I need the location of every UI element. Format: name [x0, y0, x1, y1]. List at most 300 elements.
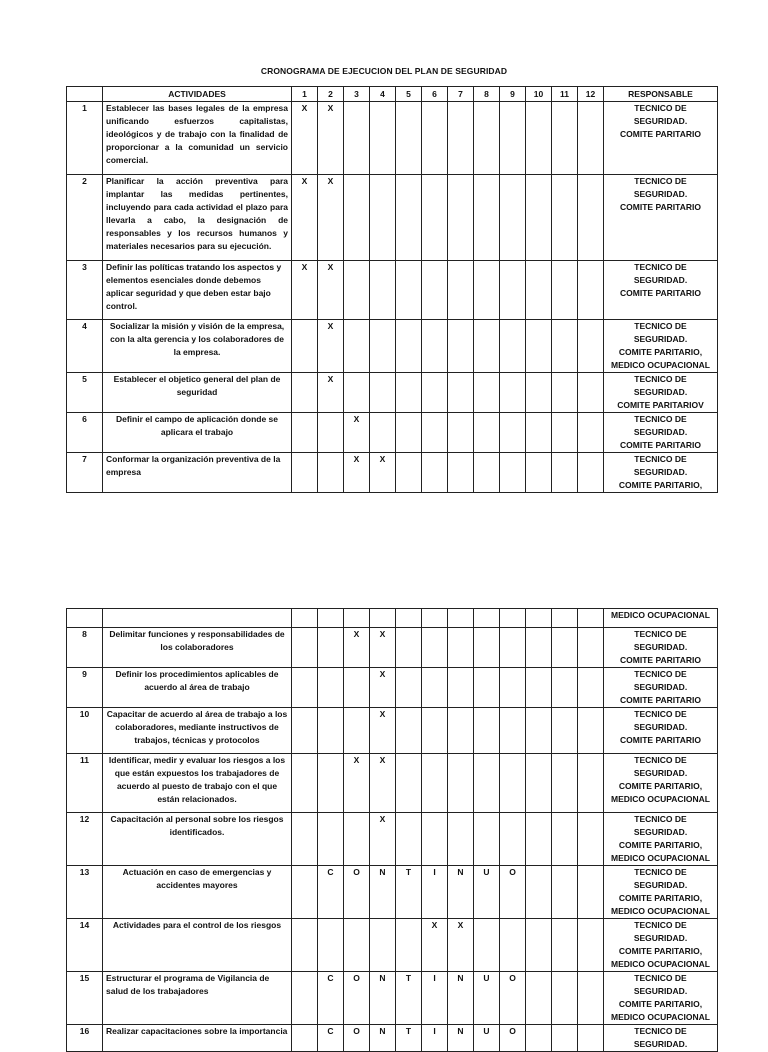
- activity-number: 1: [67, 102, 103, 175]
- responsible-cell: [604, 708, 718, 754]
- month-cell: [370, 413, 396, 453]
- month-cell: [422, 413, 448, 453]
- month-cell: [526, 813, 552, 866]
- month-cell: [396, 175, 422, 261]
- month-cell: [578, 102, 604, 175]
- month-cell: [474, 754, 500, 813]
- month-cell: [474, 175, 500, 261]
- table-row: [67, 413, 718, 453]
- month-cell: [448, 453, 474, 493]
- month-cell: [526, 413, 552, 453]
- table-row: [67, 866, 718, 919]
- responsible-line: COMITE PARITARIOV: [617, 400, 704, 410]
- month-cell: [318, 413, 344, 453]
- responsible-line: COMITE PARITARIO: [620, 202, 701, 212]
- schedule-table-part-2: [66, 608, 718, 1052]
- month-cell: [422, 102, 448, 175]
- month-cell: [526, 708, 552, 754]
- month-cell: X: [292, 102, 318, 175]
- month-cell: [526, 175, 552, 261]
- activity-number: [67, 609, 103, 628]
- header-month: 5: [396, 87, 422, 102]
- table-row: [67, 373, 718, 413]
- header-month: 9: [500, 87, 526, 102]
- month-cell: [422, 453, 448, 493]
- activity-description: Socializar la misión y visión de la empresa, con la alta gerencia y los colaboradores de la empresa.: [103, 320, 292, 373]
- month-cell: [292, 919, 318, 972]
- month-cell: [578, 453, 604, 493]
- month-cell: [552, 754, 578, 813]
- month-cell: [474, 609, 500, 628]
- header-month: 7: [448, 87, 474, 102]
- month-cell: X: [370, 813, 396, 866]
- month-cell: [396, 919, 422, 972]
- month-cell: [474, 102, 500, 175]
- month-cell: [474, 708, 500, 754]
- month-cell: [526, 866, 552, 919]
- month-cell: [318, 668, 344, 708]
- month-cell: [318, 708, 344, 754]
- activity-description: Capacitación al personal sobre los riesgos identificados.: [103, 813, 292, 866]
- month-cell: X: [370, 453, 396, 493]
- month-cell: [500, 102, 526, 175]
- table-row: [67, 261, 718, 320]
- month-cell: [292, 413, 318, 453]
- responsible-cell: [604, 754, 718, 813]
- table-row: [67, 1025, 718, 1052]
- header-month: 8: [474, 87, 500, 102]
- header-month: 1: [292, 87, 318, 102]
- month-cell: [422, 373, 448, 413]
- month-cell: [292, 866, 318, 919]
- month-cell: [318, 754, 344, 813]
- responsible-line: MEDICO OCUPACIONAL: [610, 906, 710, 916]
- month-cell: [578, 628, 604, 668]
- month-cell: [422, 628, 448, 668]
- month-cell: [370, 175, 396, 261]
- responsible-line: COMITE PARITARIO,: [618, 840, 703, 850]
- responsible-line: COMITE PARITARIO,: [618, 347, 703, 357]
- month-cell: C: [318, 1025, 344, 1052]
- month-cell: I: [422, 866, 448, 919]
- responsible-cell: [604, 972, 718, 1025]
- table-row: [67, 320, 718, 373]
- month-cell: [344, 919, 370, 972]
- responsible-cell: [604, 919, 718, 972]
- month-cell: [552, 628, 578, 668]
- month-cell: [344, 373, 370, 413]
- header-activities: ACTIVIDADES: [103, 87, 292, 102]
- responsible-line: TECNICO DE SEGURIDAD.: [633, 669, 688, 692]
- month-cell: [552, 413, 578, 453]
- month-cell: N: [370, 866, 396, 919]
- month-cell: [474, 628, 500, 668]
- month-cell: [344, 261, 370, 320]
- responsible-line: TECNICO DE SEGURIDAD.: [633, 973, 688, 996]
- month-cell: [396, 813, 422, 866]
- responsible-cell: [604, 668, 718, 708]
- month-cell: O: [500, 972, 526, 1025]
- month-cell: [526, 1025, 552, 1052]
- month-cell: [552, 320, 578, 373]
- month-cell: [292, 373, 318, 413]
- activity-description: Definir los procedimientos aplicables de acuerdo al área de trabajo: [103, 668, 292, 708]
- responsible-line: MEDICO OCUPACIONAL: [610, 853, 710, 863]
- responsible-cell: [604, 1025, 718, 1052]
- responsible-line: TECNICO DE SEGURIDAD.: [633, 755, 688, 778]
- month-cell: X: [318, 102, 344, 175]
- month-cell: X: [318, 261, 344, 320]
- month-cell: [318, 453, 344, 493]
- table-row: [67, 453, 718, 493]
- month-cell: [292, 754, 318, 813]
- table-row: [67, 972, 718, 1025]
- month-cell: [578, 668, 604, 708]
- month-cell: [500, 754, 526, 813]
- month-cell: N: [448, 1025, 474, 1052]
- month-cell: [578, 373, 604, 413]
- responsible-cell: [604, 813, 718, 866]
- month-cell: [396, 373, 422, 413]
- month-cell: [292, 320, 318, 373]
- month-cell: X: [318, 320, 344, 373]
- month-cell: [396, 609, 422, 628]
- document-title: CRONOGRAMA DE EJECUCION DEL PLAN DE SEGURIDAD: [260, 66, 508, 76]
- table-row: [67, 102, 718, 175]
- responsible-line: TECNICO DE SEGURIDAD.: [633, 814, 688, 837]
- month-cell: O: [344, 972, 370, 1025]
- month-cell: [448, 261, 474, 320]
- month-cell: [578, 320, 604, 373]
- responsible-cell: [604, 609, 718, 628]
- month-cell: [396, 754, 422, 813]
- month-cell: [370, 609, 396, 628]
- responsible-line: TECNICO DE SEGURIDAD.: [633, 1026, 688, 1049]
- month-cell: [396, 628, 422, 668]
- month-cell: X: [344, 413, 370, 453]
- activity-number: 12: [67, 813, 103, 866]
- month-cell: X: [292, 261, 318, 320]
- month-cell: [578, 1025, 604, 1052]
- month-cell: [500, 668, 526, 708]
- month-cell: T: [396, 866, 422, 919]
- month-cell: [526, 373, 552, 413]
- month-cell: [396, 102, 422, 175]
- month-cell: [396, 261, 422, 320]
- responsible-line: COMITE PARITARIO,: [618, 781, 703, 791]
- month-cell: [318, 813, 344, 866]
- month-cell: [552, 866, 578, 919]
- activity-description: Actividades para el control de los riesgos: [103, 919, 292, 972]
- month-cell: [500, 413, 526, 453]
- month-cell: [422, 175, 448, 261]
- month-cell: I: [422, 1025, 448, 1052]
- month-cell: N: [448, 972, 474, 1025]
- month-cell: X: [292, 175, 318, 261]
- month-cell: [552, 668, 578, 708]
- activity-number: 14: [67, 919, 103, 972]
- activity-description: Establecer el objetico general del plan de seguridad: [103, 373, 292, 413]
- month-cell: [448, 813, 474, 866]
- month-cell: N: [370, 972, 396, 1025]
- responsible-line: TECNICO DE SEGURIDAD.: [633, 867, 688, 890]
- month-cell: [500, 320, 526, 373]
- month-cell: [552, 373, 578, 413]
- table-row: [67, 813, 718, 866]
- month-cell: N: [448, 866, 474, 919]
- month-cell: U: [474, 1025, 500, 1052]
- month-cell: [422, 708, 448, 754]
- responsible-line: COMITE PARITARIO,: [618, 893, 703, 903]
- month-cell: [500, 373, 526, 413]
- activity-number: 9: [67, 668, 103, 708]
- month-cell: [292, 453, 318, 493]
- schedule-table-part-1: [66, 86, 718, 493]
- month-cell: [422, 754, 448, 813]
- activity-number: 6: [67, 413, 103, 453]
- month-cell: [318, 919, 344, 972]
- activity-description: Planificar la acción preventiva para implantar las medidas pertinentes, incluyendo para cada actividad el plazo para llevarla a cabo, la designación de responsables y los recursos humanos y materiales necesarios para su ejecución.: [103, 175, 292, 261]
- month-cell: [370, 102, 396, 175]
- month-cell: X: [318, 373, 344, 413]
- responsible-cell: [604, 261, 718, 320]
- header-row: [67, 87, 718, 102]
- responsible-line: MEDICO OCUPACIONAL: [610, 794, 710, 804]
- month-cell: U: [474, 866, 500, 919]
- responsible-line: TECNICO DE SEGURIDAD.: [633, 414, 688, 437]
- activity-number: 3: [67, 261, 103, 320]
- month-cell: [578, 866, 604, 919]
- month-cell: [500, 453, 526, 493]
- header-month: 4: [370, 87, 396, 102]
- month-cell: [448, 668, 474, 708]
- month-cell: [422, 261, 448, 320]
- month-cell: [500, 813, 526, 866]
- month-cell: [526, 754, 552, 813]
- month-cell: [552, 1025, 578, 1052]
- month-cell: [396, 320, 422, 373]
- responsible-line: TECNICO DE SEGURIDAD.: [633, 454, 688, 477]
- activity-description: Definir las políticas tratando los aspectos y elementos esenciales donde debemos aplicar seguridad y que deben estar bajo control.: [103, 261, 292, 320]
- month-cell: [552, 708, 578, 754]
- month-cell: [292, 609, 318, 628]
- month-cell: X: [370, 708, 396, 754]
- responsible-line: MEDICO OCUPACIONAL: [610, 360, 710, 370]
- month-cell: X: [344, 628, 370, 668]
- month-cell: X: [344, 453, 370, 493]
- month-cell: [474, 320, 500, 373]
- month-cell: [422, 609, 448, 628]
- month-cell: [578, 972, 604, 1025]
- month-cell: X: [448, 919, 474, 972]
- header-month: 3: [344, 87, 370, 102]
- activity-number: 2: [67, 175, 103, 261]
- month-cell: [552, 919, 578, 972]
- responsible-cell: [604, 102, 718, 175]
- responsible-line: TECNICO DE SEGURIDAD.: [633, 176, 688, 199]
- month-cell: [552, 175, 578, 261]
- responsible-cell: [604, 866, 718, 919]
- month-cell: [396, 453, 422, 493]
- activity-number: 7: [67, 453, 103, 493]
- month-cell: [474, 813, 500, 866]
- month-cell: [552, 609, 578, 628]
- responsible-line: COMITE PARITARIO,: [618, 946, 703, 956]
- responsible-line: TECNICO DE SEGURIDAD.: [633, 709, 688, 732]
- month-cell: [448, 102, 474, 175]
- month-cell: I: [422, 972, 448, 1025]
- activity-number: 10: [67, 708, 103, 754]
- month-cell: [526, 102, 552, 175]
- month-cell: [292, 628, 318, 668]
- month-cell: O: [500, 1025, 526, 1052]
- activity-description: Estructurar el programa de Vigilancia de salud de los trabajadores: [103, 972, 292, 1025]
- month-cell: [474, 413, 500, 453]
- month-cell: [344, 175, 370, 261]
- month-cell: [370, 261, 396, 320]
- header-month: 12: [578, 87, 604, 102]
- month-cell: [578, 813, 604, 866]
- month-cell: [344, 668, 370, 708]
- month-cell: [448, 175, 474, 261]
- responsible-line: TECNICO DE SEGURIDAD.: [633, 629, 688, 652]
- month-cell: [422, 813, 448, 866]
- responsible-line: MEDICO OCUPACIONAL: [610, 959, 710, 969]
- month-cell: [552, 261, 578, 320]
- month-cell: [500, 628, 526, 668]
- responsible-line: COMITE PARITARIO: [620, 129, 701, 139]
- month-cell: [526, 320, 552, 373]
- activity-number: 11: [67, 754, 103, 813]
- month-cell: [318, 628, 344, 668]
- month-cell: O: [344, 866, 370, 919]
- month-cell: [370, 373, 396, 413]
- month-cell: [292, 1025, 318, 1052]
- month-cell: [292, 813, 318, 866]
- month-cell: X: [422, 919, 448, 972]
- month-cell: X: [344, 754, 370, 813]
- month-cell: [526, 453, 552, 493]
- month-cell: [396, 668, 422, 708]
- month-cell: [578, 754, 604, 813]
- month-cell: [578, 261, 604, 320]
- activity-description: Delimitar funciones y responsabilidades de los colaboradores: [103, 628, 292, 668]
- header-responsible: RESPONSABLE: [604, 87, 718, 102]
- table-row: [67, 628, 718, 668]
- month-cell: [578, 175, 604, 261]
- responsible-line: COMITE PARITARIO: [620, 288, 701, 298]
- month-cell: [474, 373, 500, 413]
- responsible-line: COMITE PARITARIO: [620, 735, 701, 745]
- month-cell: T: [396, 1025, 422, 1052]
- month-cell: [292, 708, 318, 754]
- activity-description: Realizar capacitaciones sobre la importancia: [103, 1025, 292, 1052]
- header-month: 10: [526, 87, 552, 102]
- responsible-line: MEDICO OCUPACIONAL: [610, 1012, 710, 1022]
- month-cell: [552, 453, 578, 493]
- month-cell: [526, 668, 552, 708]
- month-cell: [500, 261, 526, 320]
- month-cell: [552, 972, 578, 1025]
- month-cell: [448, 628, 474, 668]
- month-cell: [474, 453, 500, 493]
- month-cell: [370, 320, 396, 373]
- month-cell: [474, 919, 500, 972]
- month-cell: C: [318, 866, 344, 919]
- month-cell: N: [370, 1025, 396, 1052]
- month-cell: [578, 919, 604, 972]
- responsible-line: TECNICO DE SEGURIDAD.: [633, 920, 688, 943]
- month-cell: [370, 919, 396, 972]
- month-cell: [526, 972, 552, 1025]
- month-cell: [474, 668, 500, 708]
- month-cell: [474, 261, 500, 320]
- activity-number: 8: [67, 628, 103, 668]
- responsible-line: TECNICO DE SEGURIDAD.: [633, 374, 688, 397]
- responsible-line: TECNICO DE SEGURIDAD.: [633, 321, 688, 344]
- month-cell: T: [396, 972, 422, 1025]
- month-cell: [500, 609, 526, 628]
- month-cell: [552, 813, 578, 866]
- table-row: [67, 609, 718, 628]
- header-number: [67, 87, 103, 102]
- responsible-cell: [604, 373, 718, 413]
- month-cell: U: [474, 972, 500, 1025]
- responsible-cell: [604, 628, 718, 668]
- month-cell: [578, 708, 604, 754]
- month-cell: X: [370, 628, 396, 668]
- month-cell: [344, 609, 370, 628]
- activity-number: 5: [67, 373, 103, 413]
- responsible-line: MEDICO OCUPACIONAL: [610, 610, 710, 620]
- month-cell: [344, 708, 370, 754]
- month-cell: [292, 668, 318, 708]
- month-cell: [526, 919, 552, 972]
- header-month: 6: [422, 87, 448, 102]
- month-cell: [448, 413, 474, 453]
- responsible-cell: [604, 413, 718, 453]
- month-cell: O: [344, 1025, 370, 1052]
- month-cell: [448, 708, 474, 754]
- table-row: [67, 708, 718, 754]
- activity-description: Capacitar de acuerdo al área de trabajo a los colaboradores, mediante instructivos de trabajos, técnicas y protocolos: [103, 708, 292, 754]
- activity-description: Establecer las bases legales de la empresa unificando esfuerzos capitalistas, ideológicos y de trabajo con la finalidad de proporcionar a la comunidad un servicio comercial.: [103, 102, 292, 175]
- month-cell: C: [318, 972, 344, 1025]
- month-cell: [500, 175, 526, 261]
- month-cell: [526, 261, 552, 320]
- month-cell: [396, 413, 422, 453]
- responsible-cell: [604, 175, 718, 261]
- activity-number: 15: [67, 972, 103, 1025]
- month-cell: O: [500, 866, 526, 919]
- month-cell: [448, 609, 474, 628]
- activity-description: Identificar, medir y evaluar los riesgos a los que están expuestos los trabajadores de acuerdo al puesto de trabajo con el que están relacionados.: [103, 754, 292, 813]
- month-cell: [552, 102, 578, 175]
- month-cell: [344, 320, 370, 373]
- responsible-line: TECNICO DE SEGURIDAD.: [633, 262, 688, 285]
- responsible-line: TECNICO DE SEGURIDAD.: [633, 103, 688, 126]
- activity-number: 13: [67, 866, 103, 919]
- month-cell: [318, 609, 344, 628]
- responsible-line: COMITE PARITARIO,: [618, 480, 703, 490]
- activity-number: 16: [67, 1025, 103, 1052]
- month-cell: X: [370, 754, 396, 813]
- header-month: 11: [552, 87, 578, 102]
- month-cell: [578, 413, 604, 453]
- month-cell: [448, 320, 474, 373]
- activity-number: 4: [67, 320, 103, 373]
- responsible-line: COMITE PARITARIO: [620, 440, 701, 450]
